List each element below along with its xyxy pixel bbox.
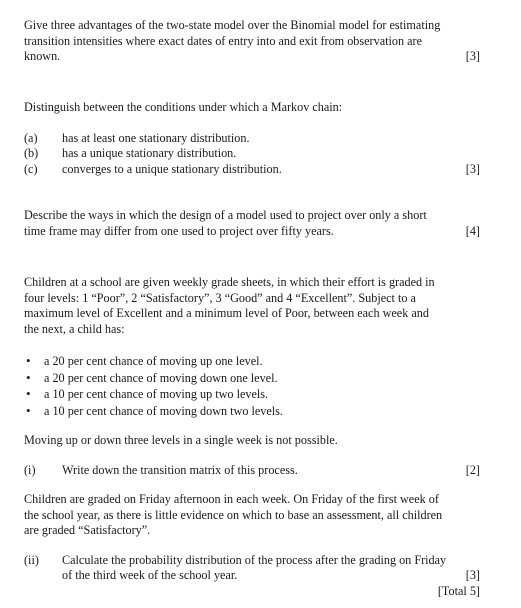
bullet-text: a 20 per cent chance of moving up one level. <box>44 354 263 368</box>
bullet-item <box>26 353 480 370</box>
question-text-line: the school year, as there is little evidence on which to base an assessment, all children <box>24 507 443 522</box>
question-school-grades <box>24 275 480 599</box>
question-markov-chain <box>24 100 480 177</box>
marks-label: [3] <box>465 568 480 582</box>
bullet-item <box>26 370 480 387</box>
item-label: (c) <box>24 161 38 176</box>
part-label: (i) <box>24 462 36 477</box>
question-two-state-model <box>24 18 480 65</box>
question-text-line: Describe the ways in which the design of a model used to project over only a short <box>24 208 427 222</box>
list-item <box>24 131 480 147</box>
question-note: Moving up or down three levels in a single week is not possible. <box>24 433 338 447</box>
question-text-line: Children are graded on Friday afternoon in each week. On Friday of the first week of <box>24 492 439 506</box>
bullet-item <box>26 386 480 403</box>
marks-label: [3] <box>465 49 480 63</box>
item-label: (b) <box>24 146 39 160</box>
marks-label: [3] <box>465 161 480 176</box>
bullet-item <box>26 403 480 420</box>
question-text-line: known. <box>24 49 61 63</box>
part-text: of the third week of the school year. <box>62 568 238 582</box>
question-text-line: Give three advantages of the two-state model over the Binomial model for estimating <box>24 18 441 32</box>
question-text-line: the next, a child has: <box>24 321 125 336</box>
question-part-i <box>24 463 480 479</box>
question-last-line <box>24 49 480 65</box>
part-last-line <box>62 568 480 584</box>
bullet-icon: • <box>26 353 31 368</box>
item-text: has a unique stationary distribution. <box>62 146 237 160</box>
bullet-text: a 10 per cent chance of moving up two levels. <box>44 387 269 401</box>
question-last-line <box>24 224 480 240</box>
question-part-ii <box>24 553 480 600</box>
bullet-text: a 20 per cent chance of moving down one level. <box>44 370 278 385</box>
bullet-icon: • <box>26 369 31 385</box>
list-item <box>24 146 480 162</box>
question-text-line: Children at a school are given weekly grade sheets, in which their effort is graded in <box>24 275 435 289</box>
part-body <box>62 553 480 600</box>
part-label: (ii) <box>24 552 39 567</box>
marks-label: [4] <box>465 223 480 238</box>
question-intro: Distinguish between the conditions under which a Markov chain: <box>24 100 343 114</box>
question-text-line: transition intensities where exact dates of entry into and exit from observation are <box>24 33 422 48</box>
question-text-line: maximum level of Excellent and a minimum level of Poor, between each week and <box>24 306 429 320</box>
question-text-line: time frame may differ from one used to project over fifty years. <box>24 223 334 238</box>
question-text-line: are graded “Satisfactory”. <box>24 523 151 537</box>
item-text: converges to a unique stationary distribution. <box>62 161 282 176</box>
bullet-icon: • <box>26 402 31 418</box>
question-text-line: four levels: 1 “Poor”, 2 “Satisfactory”, 3 “Good” and 4 “Excellent”. Subject to a <box>24 290 416 305</box>
part-text: Write down the transition matrix of this process. <box>62 462 298 477</box>
part-text: Calculate the probability distribution of the process after the grading on Friday <box>62 552 447 567</box>
list-item <box>24 162 480 178</box>
bullet-text: a 10 per cent chance of moving down two levels. <box>44 403 283 418</box>
item-text: has at least one stationary distribution. <box>62 130 250 145</box>
item-label: (a) <box>24 130 38 145</box>
marks-label: [2] <box>465 462 480 477</box>
question-model-design <box>24 208 480 239</box>
bullet-icon: • <box>26 386 31 401</box>
total-marks-label: [Total 5] <box>437 583 480 598</box>
